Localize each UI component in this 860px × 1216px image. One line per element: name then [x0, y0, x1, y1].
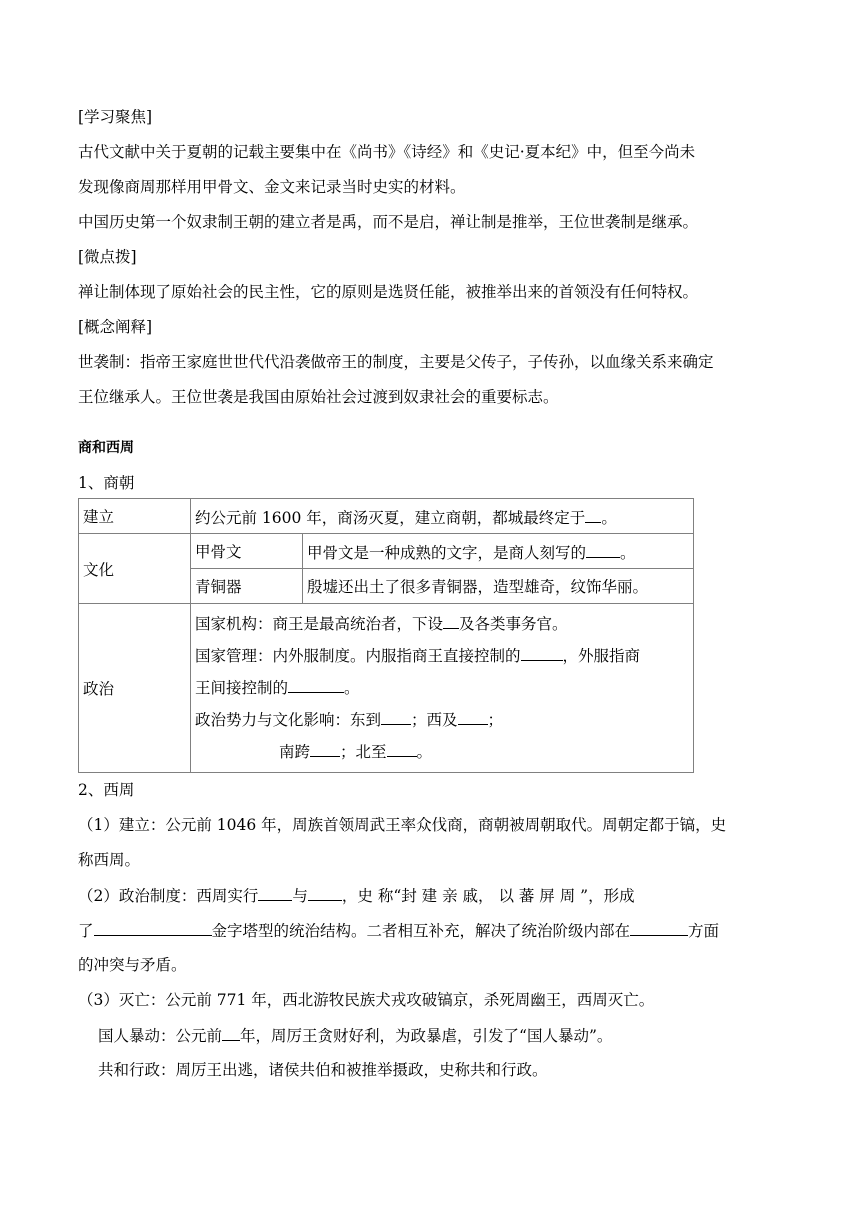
politics-l5-text-c: 。 [416, 743, 433, 761]
oracle-text-end: 。 [620, 544, 636, 562]
micro-tip-p1: 禅让制体现了原始社会的民主性，它的原则是选贤任能，被推举出来的首领没有任何特权。 [78, 283, 699, 301]
politics-l5-text-a: 南跨 [279, 743, 311, 761]
zhou-p2-text-d: 了 [78, 922, 94, 940]
zhou-p2-line1 [78, 882, 790, 908]
study-focus-p2: 中国历史第一个奴隶制王朝的建立者是禹，而不是启，禅让制是推举，王位世袭制是继承。 [78, 213, 699, 231]
oracle-text: 甲骨文是一种成熟的文字，是商人刻写的 [307, 544, 587, 562]
study-focus-p1-line1: 古代文献中关于夏朝的记载主要集中在《尚书》《诗经》和《史记·夏本纪》中，但至今尚未 [78, 143, 696, 161]
blank-structure [94, 917, 212, 936]
zhou-p2-line3: 的冲突与矛盾。 [78, 956, 187, 974]
row-label-founding: 建立 [79, 499, 191, 534]
politics-line-1 [195, 608, 689, 640]
politics-l4-text-c: ； [487, 711, 504, 729]
table-row-politics [79, 604, 694, 773]
zhou-p2-text-e: 金字塔型的统治结构。二者相互补充，解决了统治阶级内部在 [211, 922, 631, 940]
politics-line-5 [195, 736, 689, 768]
cell-politics [191, 604, 694, 773]
document-page [78, 104, 790, 1092]
blank-aspect [630, 917, 688, 936]
blank-west [458, 706, 488, 725]
politics-l2-text: 国家管理：内外服制度。内服指商王直接控制的 [195, 647, 521, 665]
study-focus-p1-line2: 发现像商周那样用甲骨文、金文来记录当时史实的材料。 [78, 178, 466, 196]
table-row-founding [79, 499, 694, 534]
blank-system2 [308, 882, 342, 901]
politics-l3-text: 王间接控制的 [195, 679, 289, 697]
politics-l4-text-a: 政治势力与文化影响：东到 [195, 711, 382, 729]
zhou-p4-text-a: 国人暴动：公元前 [98, 1027, 223, 1045]
zhou-p4-text-b: 年，周厉王贪财好利，为政暴虐，引发了“国人暴动”。 [240, 1027, 613, 1045]
row-label-politics: 政治 [79, 604, 191, 773]
politics-l2-text-end: ，外服指商 [562, 647, 641, 665]
zhou-p2-text-a: （2）政治制度：西周实行 [78, 887, 259, 905]
politics-l4-text-b: ；西及 [411, 711, 458, 729]
cell-oracle-label: 甲骨文 [191, 534, 303, 569]
blank-system1 [258, 882, 292, 901]
blank-officials [443, 610, 459, 629]
zhou-heading: 2、西周 [78, 781, 135, 799]
politics-l5-text-b: ；北至 [340, 743, 387, 761]
micro-tip-label: [微点拨] [78, 248, 137, 266]
cell-bronze-label: 青铜器 [191, 569, 303, 604]
row-label-culture: 文化 [79, 534, 191, 604]
concept-p1-line2: 王位继承人。王位世袭是我国由原始社会过渡到奴隶社会的重要标志。 [78, 388, 559, 406]
politics-line-4 [195, 704, 689, 736]
blank-inner [521, 642, 563, 661]
cell-oracle-text [303, 534, 694, 569]
zhou-p1-line2: 称西周。 [78, 851, 141, 869]
politics-l1-text-end: 及各类事务官。 [459, 615, 568, 633]
blank-south [310, 738, 340, 757]
row-text-founding [191, 499, 694, 534]
concept-label: [概念阐释] [78, 318, 153, 336]
blank-year [222, 1022, 240, 1041]
concept-p1-line1: 世袭制：指帝王家庭世世代代沿袭做帝王的制度，主要是父传子，子传孙，以血缘关系来确定 [78, 353, 714, 371]
zhou-p5: 共和行政：周厉王出逃，诸侯共伯和被推举摄政，史称共和行政。 [98, 1061, 548, 1079]
zhou-p4 [78, 1022, 790, 1048]
blank-outer [288, 674, 344, 693]
zhou-p2-text-b: 与 [292, 887, 308, 905]
zhou-p2-text-c: ，史 称“封 建 亲 戚， 以 蕃 屏 周 ”，形成 [341, 887, 635, 905]
cell-bronze-text: 殷墟还出土了很多青铜器，造型雄奇，纹饰华丽。 [303, 569, 694, 604]
shang-heading: 1、商朝 [78, 474, 135, 492]
shang-table [78, 498, 694, 773]
table-row-oracle [79, 534, 694, 569]
zhou-p2-line2 [78, 917, 790, 943]
section-title: 商和西周 [78, 440, 134, 456]
zhou-p1-line1: （1）建立：公元前 1046 年，周族首领周武王率众伐商，商朝被周朝取代。周朝定都于镐，史 [78, 816, 727, 834]
zhou-p3: （3）灭亡：公元前 771 年，西北游牧民族犬戎攻破镐京，杀死周幽王，西周灭亡。 [78, 991, 655, 1009]
politics-l1-text: 国家机构：商王是最高统治者，下设 [195, 615, 444, 633]
blank-capital [585, 504, 601, 523]
founding-text-end: 。 [601, 509, 617, 527]
founding-text: 约公元前 1600 年，商汤灭夏，建立商朝，都城最终定于 [195, 509, 586, 527]
politics-line-3 [195, 672, 689, 704]
zhou-p2-text-f: 方面 [688, 922, 720, 940]
study-focus-label: [学习聚焦] [78, 108, 153, 126]
politics-l3-text-end: 。 [344, 679, 360, 697]
blank-north [387, 738, 417, 757]
blank-east [381, 706, 411, 725]
blank-oracle [586, 539, 620, 558]
politics-line-2 [195, 640, 689, 672]
